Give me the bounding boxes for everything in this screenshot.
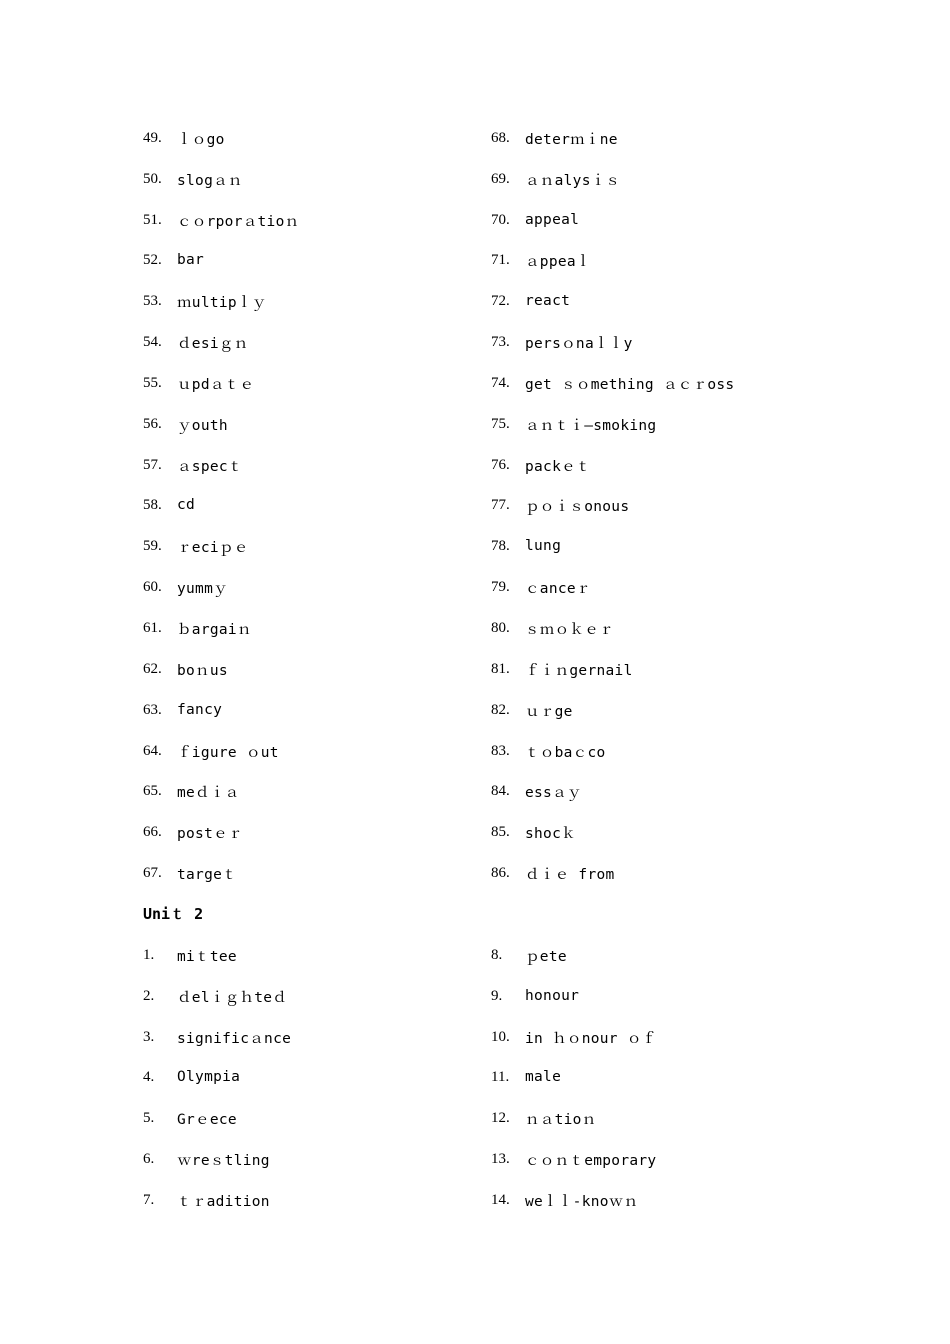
vocab-row — [143, 984, 287, 1008]
vocab-word: ｌｏgo — [177, 131, 225, 148]
vocab-row — [143, 208, 299, 232]
vocab-word: ｄesiｇｎ — [177, 335, 249, 352]
vocab-word: ｔｏbaｃco — [525, 744, 606, 761]
vocab-word: ａspecｔ — [177, 458, 243, 475]
item-number: 79. — [491, 578, 510, 595]
item-number: 67. — [143, 864, 162, 881]
vocab-row — [491, 779, 582, 803]
vocab-word: ｗreｓtling — [177, 1152, 270, 1169]
item-number: 54. — [143, 333, 162, 350]
item-number: 60. — [143, 578, 162, 595]
vocab-row — [491, 126, 618, 150]
vocab-word: Grｅece — [177, 1111, 237, 1128]
vocab-word: Olympia — [177, 1069, 241, 1085]
item-number: 78. — [491, 537, 510, 554]
vocab-row — [491, 943, 567, 967]
vocab-word: meｄｉａ — [177, 784, 240, 801]
vocab-word: boｎus — [177, 662, 228, 679]
item-number: 52. — [143, 251, 162, 268]
vocab-word: essａｙ — [525, 784, 582, 801]
vocab-row — [491, 575, 591, 599]
vocab-row — [491, 984, 579, 1008]
vocab-row — [143, 820, 243, 844]
vocab-word: male — [525, 1069, 562, 1085]
vocab-row — [143, 1025, 291, 1049]
vocab-word: ｄｉｅ from — [525, 866, 615, 883]
vocab-word: ａppeaｌ — [525, 253, 591, 270]
item-number: 13. — [491, 1150, 510, 1167]
vocab-word: in ｈｏnour ｏｆ — [525, 1030, 657, 1047]
vocab-word: ｆｉｎgernail — [525, 662, 633, 679]
item-number: 56. — [143, 415, 162, 432]
vocab-row — [491, 861, 615, 885]
vocab-word: ｃanceｒ — [525, 580, 591, 597]
item-number: 69. — [491, 170, 510, 187]
vocab-row — [491, 739, 606, 763]
item-number: 50. — [143, 170, 162, 187]
item-number: 1. — [143, 946, 155, 963]
item-number: 5. — [143, 1109, 155, 1126]
vocab-word: ｐete — [525, 948, 567, 965]
vocab-row — [491, 289, 570, 313]
vocab-word: weｌｌ-knoｗｎ — [525, 1193, 639, 1210]
vocab-row — [491, 412, 656, 436]
vocab-row — [143, 1106, 237, 1130]
vocab-word: ｕｒge — [525, 703, 573, 720]
item-number: 12. — [491, 1109, 510, 1126]
vocab-word: significａnce — [177, 1030, 292, 1047]
vocab-row — [491, 167, 620, 191]
vocab-word: fancy — [177, 702, 223, 718]
item-number: 59. — [143, 537, 162, 554]
vocab-word: ｆigure ｏut — [177, 744, 279, 761]
vocab-word: targeｔ — [177, 866, 237, 883]
vocab-word: ｄelｉｇｈteｄ — [177, 989, 288, 1006]
vocab-word: cd — [177, 497, 196, 513]
vocab-row — [491, 371, 734, 395]
vocab-word: appeal — [525, 212, 580, 228]
vocab-row — [143, 861, 237, 885]
vocab-row — [491, 1106, 597, 1130]
item-number: 86. — [491, 864, 510, 881]
vocab-row — [143, 575, 228, 599]
vocab-row — [143, 289, 267, 313]
vocab-row — [143, 330, 249, 354]
vocab-row — [143, 698, 222, 722]
vocab-word: lung — [525, 538, 562, 554]
item-number: 64. — [143, 742, 162, 759]
vocab-word: honour — [525, 988, 580, 1004]
item-number: 76. — [491, 456, 510, 473]
vocab-word: ｍultipｌｙ — [177, 294, 267, 311]
vocab-word: ａｎｔｉ—smoking — [525, 417, 657, 434]
vocab-word: ｕpdａｔｅ — [177, 376, 255, 393]
item-number: 84. — [491, 782, 510, 799]
item-number: 71. — [491, 251, 510, 268]
vocab-row — [143, 616, 252, 640]
vocab-word: deterｍｉne — [525, 131, 618, 148]
item-number: 49. — [143, 129, 162, 146]
item-number: 11. — [491, 1068, 510, 1085]
item-number: 57. — [143, 456, 162, 473]
vocab-row — [491, 616, 614, 640]
vocab-word: ｒeciｐｅ — [177, 539, 249, 556]
vocab-row — [491, 534, 561, 558]
vocab-row — [143, 534, 249, 558]
item-number: 82. — [491, 701, 510, 718]
vocab-row — [491, 453, 591, 477]
vocab-word: ａｎalysｉｓ — [525, 172, 621, 189]
vocab-row — [143, 1065, 240, 1089]
vocab-row — [491, 208, 579, 232]
vocab-word: slogａｎ — [177, 172, 243, 189]
vocab-word: bar — [177, 252, 205, 268]
item-number: 53. — [143, 292, 162, 309]
vocab-row — [491, 248, 591, 272]
vocab-row — [143, 453, 243, 477]
vocab-row — [491, 1065, 561, 1089]
item-number: 63. — [143, 701, 162, 718]
item-number: 8. — [491, 946, 503, 963]
item-number: 68. — [491, 129, 510, 146]
item-number: 58. — [143, 496, 162, 513]
vocab-row — [143, 943, 237, 967]
item-number: 70. — [491, 211, 510, 228]
item-number: 61. — [143, 619, 162, 636]
item-number: 62. — [143, 660, 162, 677]
item-number: 85. — [491, 823, 510, 840]
vocab-word: ｃｏrporａtioｎ — [177, 213, 300, 230]
item-number: 9. — [491, 987, 503, 1004]
vocab-row — [491, 1188, 638, 1212]
vocab-row — [491, 1147, 656, 1171]
item-number: 72. — [491, 292, 510, 309]
vocab-word: miｔtee — [177, 948, 237, 965]
vocab-word: ｎａtioｎ — [525, 1111, 597, 1128]
vocab-word: ｂargaiｎ — [177, 621, 252, 638]
vocab-row — [491, 698, 573, 722]
vocab-row — [143, 657, 228, 681]
vocab-row — [491, 1025, 656, 1049]
vocab-word: yummｙ — [177, 580, 228, 597]
item-number: 4. — [143, 1068, 155, 1085]
vocab-row — [143, 779, 239, 803]
item-number: 65. — [143, 782, 162, 799]
item-number: 3. — [143, 1028, 155, 1045]
item-number: 6. — [143, 1150, 155, 1167]
item-number: 7. — [143, 1191, 155, 1208]
vocab-word: ｐｏｉｓonous — [525, 498, 630, 515]
item-number: 80. — [491, 619, 510, 636]
vocab-row — [143, 412, 228, 436]
item-number: 10. — [491, 1028, 510, 1045]
vocab-word: ｓｍｏｋｅｒ — [525, 621, 614, 638]
vocab-row — [143, 167, 243, 191]
vocab-word: ｙouth — [177, 417, 228, 434]
vocab-row — [491, 657, 633, 681]
vocab-row — [491, 330, 633, 354]
item-number: 74. — [491, 374, 510, 391]
item-number: 73. — [491, 333, 510, 350]
item-number: 66. — [143, 823, 162, 840]
vocab-row — [143, 1147, 270, 1171]
vocab-row — [143, 739, 279, 763]
item-number: 81. — [491, 660, 510, 677]
vocab-word: postｅｒ — [177, 825, 243, 842]
vocab-word: packｅｔ — [525, 458, 591, 475]
vocab-word: get ｓｏmething ａｃｒoss — [525, 376, 735, 393]
vocab-word: ｔｒadition — [177, 1193, 270, 1210]
vocab-row — [143, 1188, 270, 1212]
item-number: 14. — [491, 1191, 510, 1208]
vocab-row — [143, 371, 254, 395]
vocab-row — [491, 820, 576, 844]
vocab-word: ｃｏｎｔemporary — [525, 1152, 657, 1169]
vocab-word: react — [525, 293, 571, 309]
item-number: 55. — [143, 374, 162, 391]
vocab-row — [143, 126, 225, 150]
unit-heading: Uniｔ 2 — [143, 905, 204, 923]
item-number: 77. — [491, 496, 510, 513]
vocab-row — [143, 248, 204, 272]
item-number: 51. — [143, 211, 162, 228]
vocab-word: persｏnaｌｌy — [525, 335, 633, 352]
item-number: 75. — [491, 415, 510, 432]
item-number: 83. — [491, 742, 510, 759]
vocab-row — [491, 493, 629, 517]
item-number: 2. — [143, 987, 155, 1004]
vocab-word: shocｋ — [525, 825, 576, 842]
vocab-row — [143, 493, 195, 517]
